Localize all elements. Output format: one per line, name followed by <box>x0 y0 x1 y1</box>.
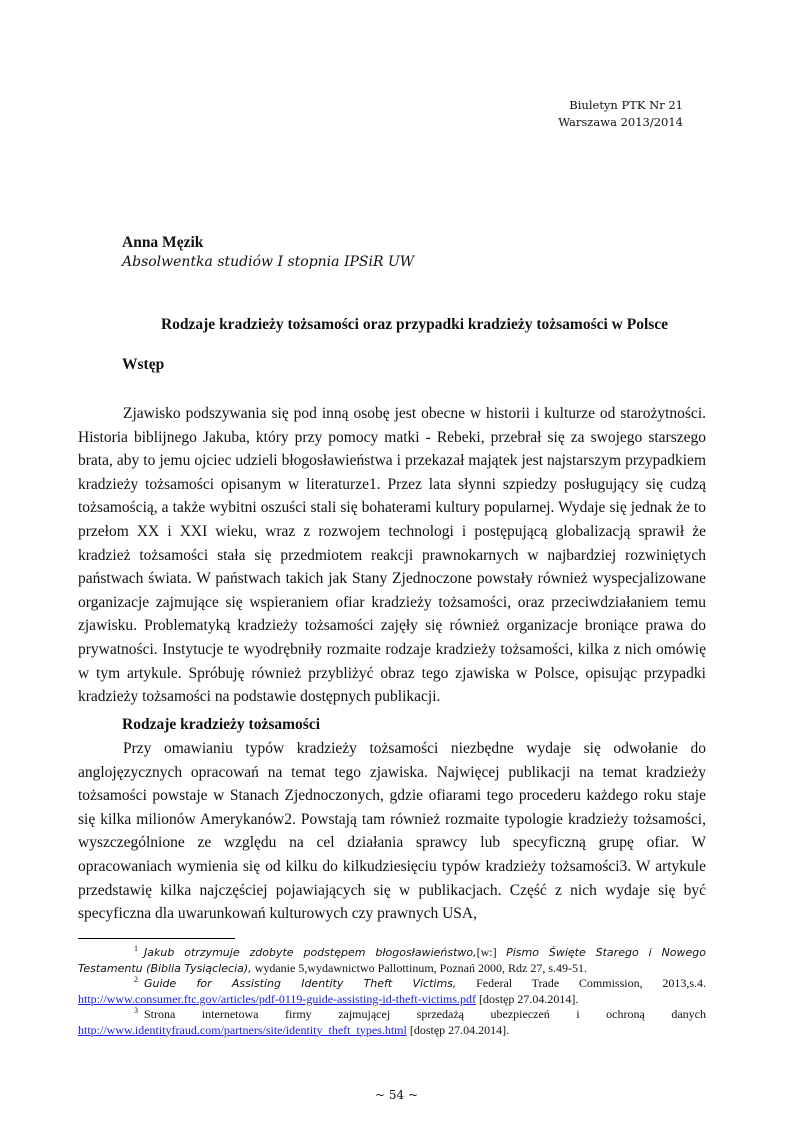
footnote-text: Strona internetowa firmy zajmującej sprzedażą ubezpieczeń i ochroną danych <box>144 1007 706 1021</box>
author-name: Anna Męzik <box>122 234 204 251</box>
footnote-italic-text: Guide for Assisting Identity Theft Victims, <box>144 977 457 990</box>
paragraph-introduction: Zjawisko podszywania się pod inną osobę jest obecne w historii i kulturze od starożytności. Historia biblijnego Jakuba, który przy pomocy matki - Rebeki, przebrał się za swojego starszego brata, aby to jemu ojciec udzieli błogosławieństwa i przekazał majątek jest najstarszym przypadkiem kradzieży tożsamości opisanym w literaturze1. Przez lata słynni szpiedzy posługujący się cudzą tożsamością, a także wybitni oszuści stali się bohaterami kultury popularnej. Wydaje się jednak że to przełom XX i XXI wieku, wraz z rozwojem technologi i postępującą globalizacją sprawił że kradzież tożsamości stała się przedmiotem reakcji prawnokarnych w najbardziej rozwiniętych państwach świata. W państwach takich jak Stany Zjednoczone powstały również wyspecjalizowane organizacje zajmujące się wspieraniem ofiar kradzieży tożsamości, oraz przeciwdziałaniem temu zjawisku. Problematyką kradzieży tożsamości zajęły się również organizacje broniące prawa do prywatności. Instytucje te wyodrębniły rozmaite rodzaje kradzieży tożsamości, kilka z nich omówię w tym artykule. Spróbuję również przybliżyć obraz tego zjawiska w Polsce, opisując przypadki kradzieży tożsamości na podstawie dostępnych publikacji. <box>78 405 706 706</box>
article-title: Rodzaje kradzieży tożsamości oraz przypadki kradzieży tożsamości w Polsce <box>160 316 669 333</box>
footnote-text: [dostęp 27.04.2014]. <box>406 1022 510 1037</box>
section-heading-types: Rodzaje kradzieży tożsamości <box>122 716 321 733</box>
journal-place-year: Warszawa 2013/2014 <box>558 115 683 129</box>
footnote-text: [dostęp 27.04.2014]. <box>476 991 579 1006</box>
running-header <box>558 97 683 131</box>
footnote-italic-text: Pismo Święte Starego i Nowego Testamentu (Biblia Tysiąclecia), <box>78 946 707 975</box>
journal-name: Biuletyn PTK Nr 21 <box>569 98 683 112</box>
paragraph-types: Przy omawianiu typów kradzieży tożsamości niezbędne wydaje się odwołanie do anglojęzycznych opracowań na temat tego zjawiska. Najwięcej publikacji na temat kradzieży tożsamości powstaje w Stanach Zjednoczonych, gdzie ofiarami tego procederu każdego roku staje się kilka milionów Amerykanów2. Powstają tam również rozmaite typologie kradzieży tożsamości, wyszczególnione ze względu na cel działania sprawcy lub specyficzną grupę ofiar. W opracowaniach wymienia się od kilku do kilkudziesięciu typów kradzieży tożsamości3. W artykule przedstawię kilka najczęściej pojawiających się w publikacjach. Część z nich wydaje się być specyficzna dla uwarunkowań kulturowych czy prawnych USA, <box>78 740 706 923</box>
footnote-link-identityfraud[interactable]: http://www.identityfraud.com/partners/site/identity_theft_types.html <box>78 1022 407 1037</box>
author-affiliation: Absolwentka studiów I stopnia IPSiR UW <box>122 254 415 270</box>
footnote-text: [w:] <box>476 945 507 959</box>
footnote-text: Federal Trade Commission, 2013,s.4. <box>456 976 707 990</box>
section-heading-introduction: Wstęp <box>122 356 165 373</box>
footnote-text: wydanie 5,wydawnictwo Pallottinum, Poznań 2000, Rdz 27, s.49-51. <box>251 960 587 975</box>
footnote-1: 1 Jakub otrzymuje zdobyte podstępem błogosławieństwo,[w:] Pismo Święte Starego i Nowego Testamentu (Biblia Tysiąclecia), wydanie 5,wydawnictwo Pallottinum, Poznań 2000, Rdz 27, s.49-51. <box>78 944 707 975</box>
footnotes <box>78 945 706 1038</box>
footnote-italic-text: Jakub otrzymuje zdobyte podstępem błogosławieństwo, <box>144 946 477 959</box>
footnote-separator <box>78 938 235 939</box>
footnote-2: 2 Guide for Assisting Identity Theft Victims, Federal Trade Commission, 2013,s.4. http://www.consumer.ftc.gov/articles/pdf-0119-guide-assisting-id-theft-victims.pdf [dostęp 27.04.2014]. <box>78 975 707 1006</box>
footnote-3: 3 Strona internetowa firmy zajmującej sprzedażą ubezpieczeń i ochroną danych http://www.identityfraud.com/partners/site/identity_theft_types.html [dostęp 27.04.2014]. <box>78 1006 706 1037</box>
footnote-link-ftc[interactable]: http://www.consumer.ftc.gov/articles/pdf-0119-guide-assisting-id-theft-victims.pdf <box>78 991 477 1006</box>
page-number: ~ 54 ~ <box>374 1088 418 1102</box>
